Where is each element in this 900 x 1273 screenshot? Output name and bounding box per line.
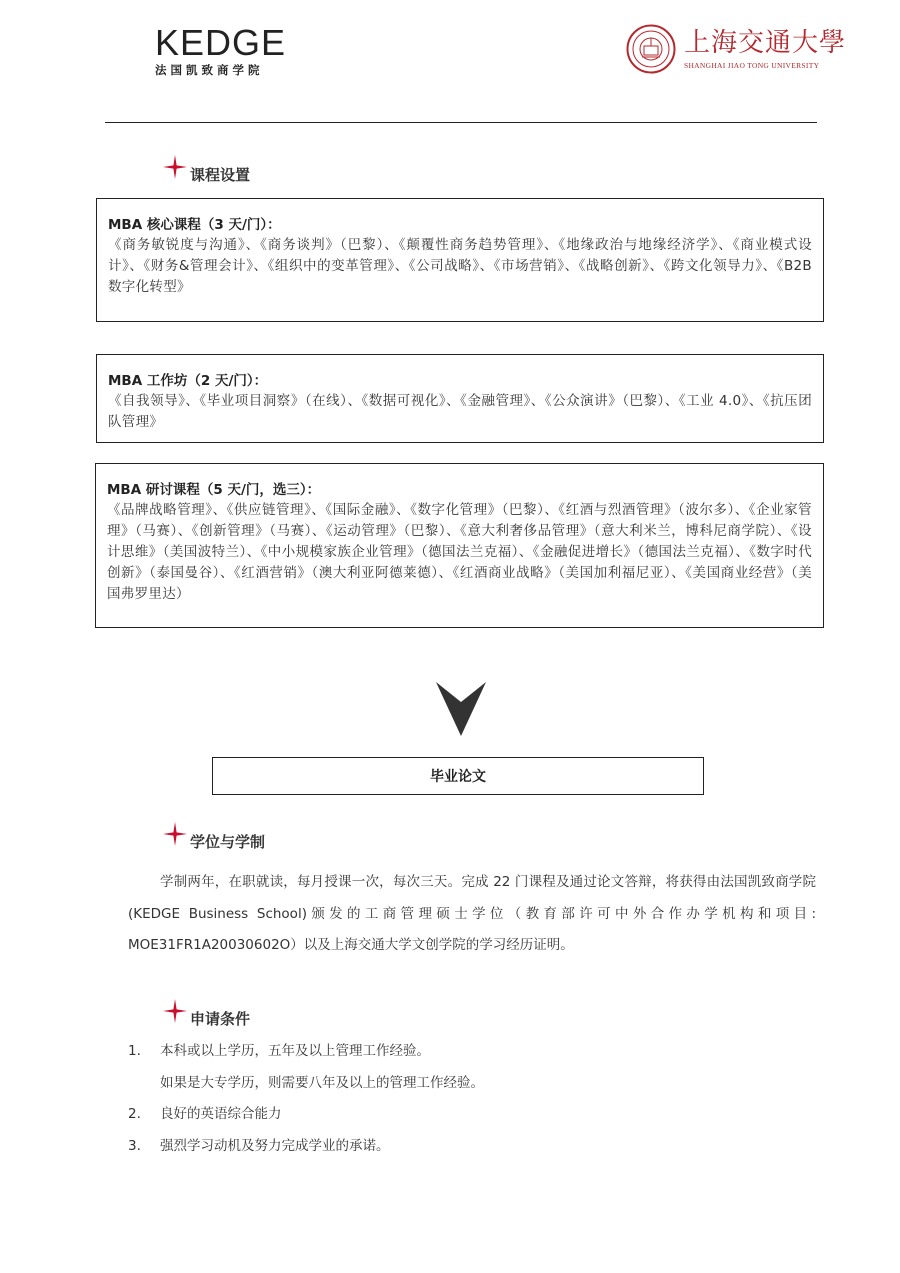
section-heading-requirements xyxy=(163,999,251,1028)
section-heading-curriculum xyxy=(163,155,251,184)
list-text: 本科或以上学历，五年及以上管理工作经验。 xyxy=(160,1043,430,1059)
requirements-list xyxy=(128,1036,818,1162)
list-item xyxy=(128,1131,818,1163)
sparkle-icon xyxy=(163,999,187,1023)
degree-paragraph: 学制两年，在职就读，每月授课一次，每次三天。完成 22 门课程及通过论文答辩，将获得由法国凯致商学院(KEDGE Business School)颁发的工商管理硕士学位（教育部许可中外合作办学机构和项目: MOE31FR1A20030602O）以及上海交通大学文创学院的学习经历证明。 xyxy=(128,874,816,953)
kedge-logo xyxy=(155,22,287,78)
sjtu-logo xyxy=(626,24,846,74)
core-courses-title: MBA 核心课程（3 天/门）： xyxy=(108,217,281,233)
list-text: 强烈学习动机及努力完成学业的承诺。 xyxy=(160,1137,390,1154)
list-number: 1. xyxy=(128,1043,141,1059)
section-title: 申请条件 xyxy=(190,1010,251,1028)
section-title: 学位与学制 xyxy=(190,833,266,851)
kedge-logo-wordmark: KEDGE xyxy=(155,22,287,63)
sjtu-seal-icon xyxy=(626,24,676,74)
sjtu-name-en: SHANGHAI JIAO TONG UNIVERSITY xyxy=(684,61,820,70)
list-item xyxy=(128,1099,818,1131)
list-text: 良好的英语综合能力 xyxy=(160,1106,282,1122)
seminars-list: 《品牌战略管理》、《供应链管理》、《国际金融》、《数字化管理》（巴黎）、《红酒与烈酒管理》（波尔多）、《企业家管理》（马赛）、《创新管理》（马赛）、《运动管理》（巴黎）、《意大利奢侈品管理》（意大利米兰，博科尼商学院）、《设计思维》（美国波特兰）、《中小规模家族企业管理》（德国法兰克福）、《金融促进增长》（德国法兰克福）、《数字时代创新》（泰国曼谷）、《红酒营销》（澳大利亚阿德莱德）、《红酒商业战略》（美国加利福尼亚）、《美国商业经营》（美国弗罗里达） xyxy=(107,502,812,602)
workshops-title: MBA 工作坊（2 天/门）： xyxy=(108,373,268,389)
workshops-box xyxy=(96,354,824,443)
sparkle-icon xyxy=(163,155,187,179)
core-courses-box xyxy=(96,198,824,322)
sjtu-name-cn: 上海交通大學 xyxy=(684,28,847,58)
section-title: 课程设置 xyxy=(190,166,251,184)
workshops-list: 《自我领导》、《毕业项目洞察》（在线）、《数据可视化》、《金融管理》、《公众演讲》（巴黎）、《工业 4.0》、《抗压团队管理》 xyxy=(108,393,812,430)
kedge-logo-subtitle: 法国凯致商学院 xyxy=(155,63,264,77)
thesis-box xyxy=(212,757,704,795)
seminars-title: MBA 研讨课程（5 天/门，选三）： xyxy=(107,482,321,498)
arrow-down-icon xyxy=(434,680,488,736)
list-text: 如果是大专学历，则需要八年及以上的管理工作经验。 xyxy=(160,1074,484,1091)
list-number: 3. xyxy=(128,1137,141,1154)
seminars-box xyxy=(95,463,824,628)
thesis-label: 毕业论文 xyxy=(430,769,486,785)
core-courses-list: 《商务敏锐度与沟通》、《商务谈判》（巴黎）、《颠覆性商务趋势管理》、《地缘政治与地缘经济学》、《商业模式设计》、《财务&管理会计》、《组织中的变革管理》、《公司战略》、《市场营销》、《战略创新》、《跨文化领导力》、《B2B 数字化转型》 xyxy=(108,237,812,295)
list-item xyxy=(128,1068,818,1100)
sparkle-icon xyxy=(163,822,187,846)
list-item xyxy=(128,1036,818,1068)
list-number: 2. xyxy=(128,1106,141,1122)
section-heading-degree xyxy=(163,822,266,851)
header-divider xyxy=(105,122,817,123)
list-number xyxy=(128,1068,160,1100)
